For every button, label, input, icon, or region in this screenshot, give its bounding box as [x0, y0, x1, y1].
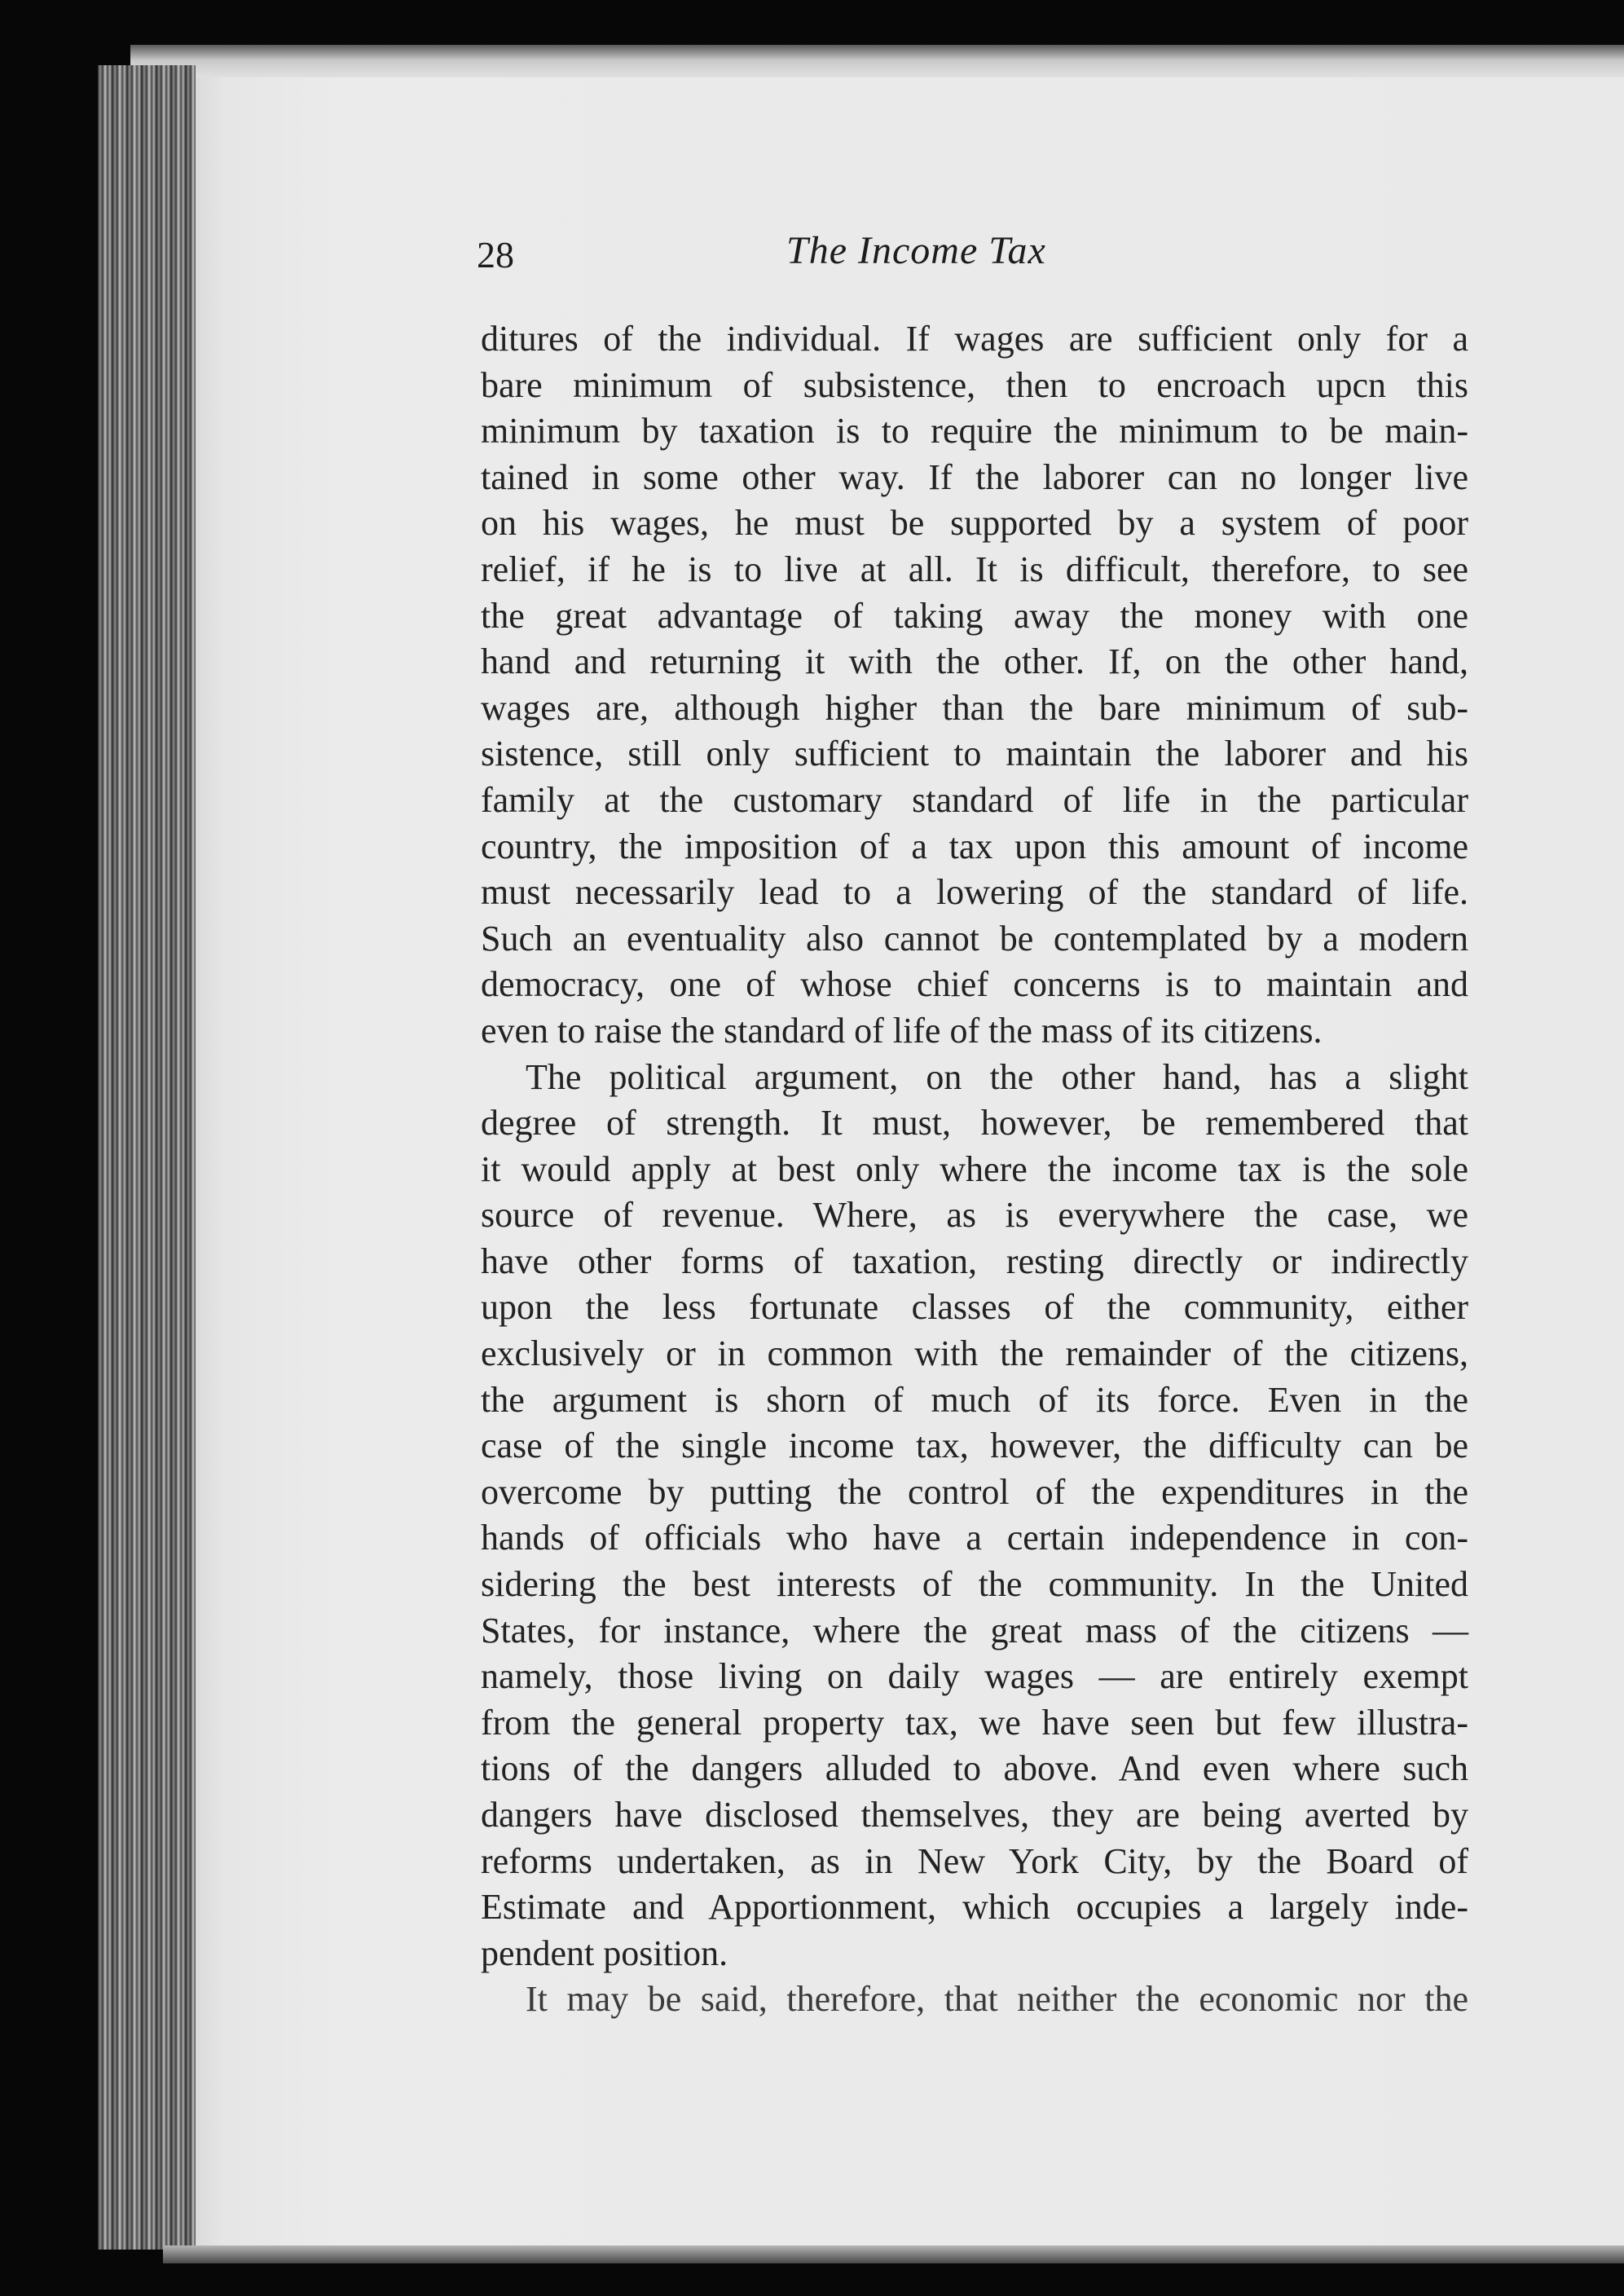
text-line: sistence, still only sufficient to maintain the laborer and his	[481, 734, 1468, 774]
text-line: namely, those living on daily wages — are entirely exempt	[481, 1656, 1468, 1697]
text-line: source of revenue. Where, as is everywhere the case, we	[481, 1195, 1468, 1236]
body-text	[481, 316, 1468, 2023]
text-line: the argument is shorn of much of its force. Even in the	[481, 1379, 1468, 1420]
text-line: ditures of the individual. If wages are sufficient only for a	[481, 319, 1468, 359]
text-line: the great advantage of taking away the money with one	[481, 595, 1468, 636]
page-bottom-edge	[163, 2245, 1624, 2263]
text-line: relief, if he is to live at all. It is difficult, therefore, to see	[481, 549, 1468, 589]
text-line: family at the customary standard of life in the particular	[481, 779, 1468, 820]
text-line: dangers have disclosed themselves, they are being averted by	[481, 1795, 1468, 1835]
text-line: hand and returning it with the other. If, on the other hand,	[481, 641, 1468, 682]
text-line: tained in some other way. If the laborer can no longer live	[481, 456, 1468, 497]
running-title: The Income Tax	[786, 229, 1046, 272]
text-line: wages are, although higher than the bare minimum of sub-	[481, 687, 1468, 728]
text-line: exclusively or in common with the remainder of the citizens,	[481, 1333, 1468, 1374]
text-line: hands of officials who have a certain independence in con-	[481, 1518, 1468, 1558]
text-line: democracy, one of whose chief concerns is to maintain and	[481, 964, 1468, 1005]
text-line: States, for instance, where the great mass of the citizens —	[481, 1610, 1468, 1650]
paragraph-start-line: It may be said, therefore, that neither the economic nor the	[526, 1979, 1468, 2020]
text-line: pendent position.	[481, 1932, 728, 1973]
text-line: it would apply at best only where the income tax is the sole	[481, 1148, 1468, 1189]
text-line: have other forms of taxation, resting directly or indirectly	[481, 1241, 1468, 1281]
text-line: even to raise the standard of life of the mass of its citizens.	[481, 1010, 1323, 1051]
text-line: reforms undertaken, as in New York City, by the Board of	[481, 1840, 1468, 1881]
text-line: from the general property tax, we have seen but few illustra-	[481, 1702, 1468, 1743]
page-number: 28	[477, 234, 514, 275]
text-line: country, the imposition of a tax upon this amount of income	[481, 826, 1468, 866]
paragraph-start-line: The political argument, on the other hand, has a slight	[526, 1056, 1468, 1097]
text-line: Such an eventuality also cannot be contemplated by a modern	[481, 918, 1468, 959]
text-line: sidering the best interests of the community. In the United	[481, 1564, 1468, 1605]
text-line: case of the single income tax, however, the difficulty can be	[481, 1426, 1468, 1466]
text-line: upon the less fortunate classes of the community, either	[481, 1287, 1468, 1328]
text-line: bare minimum of subsistence, then to encroach upcn this	[481, 364, 1468, 405]
book-gutter	[98, 65, 196, 2250]
text-line: overcome by putting the control of the expenditures in the	[481, 1471, 1468, 1512]
running-head	[477, 228, 1438, 285]
text-line: tions of the dangers alluded to above. And even where such	[481, 1748, 1468, 1789]
text-line: on his wages, he must be supported by a system of poor	[481, 503, 1468, 544]
text-line: degree of strength. It must, however, be remembered that	[481, 1103, 1468, 1144]
text-line: Estimate and Apportionment, which occupies a largely inde-	[481, 1887, 1468, 1928]
text-line: must necessarily lead to a lowering of the standard of life.	[481, 872, 1468, 913]
text-line: minimum by taxation is to require the minimum to be main-	[481, 411, 1468, 452]
